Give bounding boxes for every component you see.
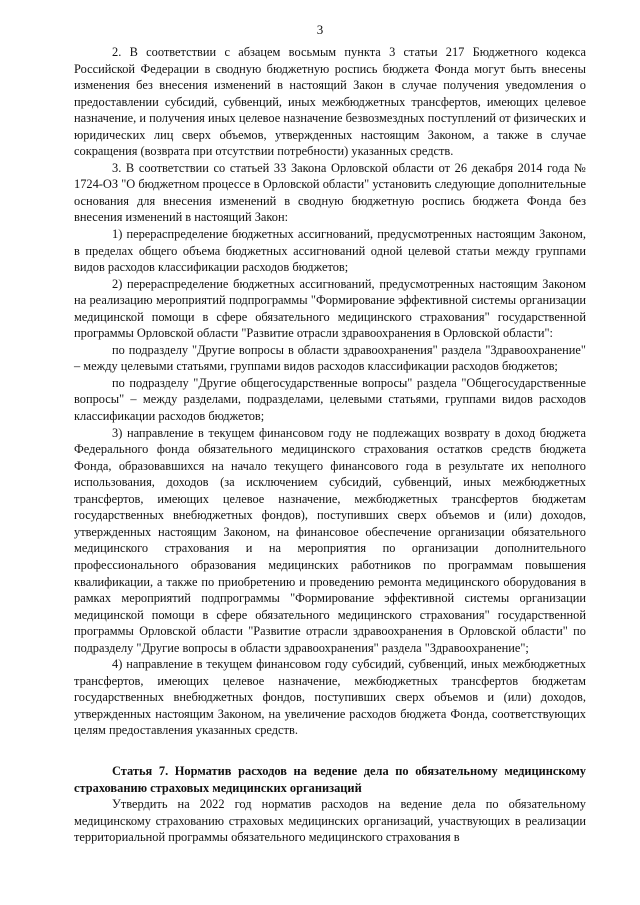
list-item-1-reallocation: 1) перераспределение бюджетных ассигнований, предусмотренных настоящим Законом, в пределах общего объема бюджетных ассигнований одной целевой статьи между группами видов расходов классификации расходов бюджетов; [74,227,586,275]
article-7-title: Статья 7. Норматив расходов на ведение дела по обязательному медицинскому страхованию страховых медицинских организаций [74,763,586,795]
sub-item-general-state-subsection: по подразделу "Другие общегосударственные вопросы" раздела "Общегосударственные вопросы" – между разделами, подразделами, целевыми статьями, группами видов расходов классификации расходов бюджетов; [74,375,586,424]
sub-item-healthcare-subsection: по подразделу "Другие вопросы в области здравоохранения" раздела "Здравоохранение" – между целевыми статьями, группами видов расходов классификации расходов бюджетов; [74,342,586,374]
page-number: 3 [316,22,324,37]
document-body [74,44,586,846]
paragraph-3-additional-grounds: 3. В соответствии со статьей 33 Закона Орловской области от 26 декабря 2014 года № 1724-ОЗ "О бюджетном процессе в Орловской области" установить следующие дополнительные основания для внесения изменений в сводную бюджетную роспись бюджета Фонда без внесения изменений в настоящий Закон: [74,160,586,225]
paragraph-2-budget-changes: 2. В соответствии с абзацем восьмым пункта 3 статьи 217 Бюджетного кодекса Российской Федерации в сводную бюджетную роспись бюджета Фонда могут быть внесены изменения без внесения изменений в настоящий Закон в случае получения уведомления о предоставлении субсидий, субвенций, иных межбюджетных трансфертов, имеющих целевое назначение, и получения иных целевое назначение безвозмездных поступлений от физических и юридических лиц сверх объемов, утвержденных настоящим Законом, а также в случае сокращения (возврата при отсутствии потребности) указанных средств. [74,45,586,159]
list-item-4-transfers: 4) направление в текущем финансовом году субсидий, субвенций, иных межбюджетных трансфертов, имеющих целевое назначение, межбюджетных трансфертов бюджетам государственных внебюджетных фондов, поступивших сверх объемов и (или) доходов, утвержденных настоящим Законом, на увеличение расходов бюджета Фонда, соответствующих целям предоставления указанных средств. [74,657,586,738]
list-item-2-reallocation-subprogram: 2) перераспределение бюджетных ассигнований, предусмотренных настоящим Законом на реализацию мероприятий подпрограммы "Формирование эффективной системы организации медицинской помощи в сфере обязательного медицинского страхования" государственной программы Орловской области "Развитие отрасли здравоохранения в Орловской области": [74,276,586,341]
list-item-3-fund-balances: 3) направление в текущем финансовом году не подлежащих возврату в доход бюджета Федерального фонда обязательного медицинского страхования остатков средств бюджета Фонда, образовавшихся на начало текущего финансового года в результате их неполного использования, доходов (за исключением субсидий, субвенций, иных межбюджетных трансфертов, имеющих целевое назначение, межбюджетных трансфертов бюджетам государственных внебюджетных фондов), поступивших сверх объемов и (или) доходов, утвержденных настоящим Законом, на финансовое обеспечение организации обязательного медицинского страхования и на мероприятия по организации дополнительного профессионального образования медицинских работников по программам повышения квалификации, а также по приобретению и проведению ремонта медицинского оборудования в рамках мероприятий подпрограммы "Формирование эффективной системы организации медицинской помощи в сфере обязательного медицинского страхования" государственной программы Орловской области "Развитие отрасли здравоохранения в Орловской области" по подразделу "Другие вопросы в области здравоохранения" раздела "Здравоохранение"; [74,425,586,655]
article-7-text: Утвердить на 2022 год норматив расходов на ведение дела по обязательному медицинскому страхованию страховых медицинских организаций, участвующих в реализации территориальной программы обязательного медицинского страхования в [74,797,586,845]
